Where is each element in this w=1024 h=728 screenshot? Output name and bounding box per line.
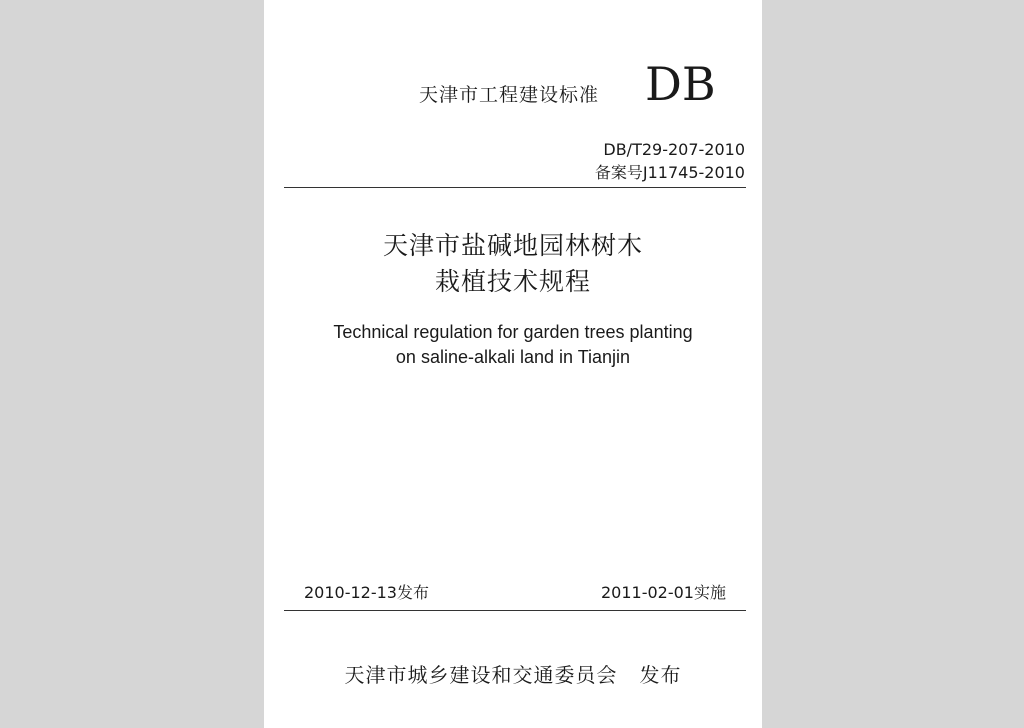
english-title [264, 320, 762, 370]
standard-number: DB/T29-207-2010 [603, 140, 745, 159]
publisher-action: 发布 [639, 663, 682, 687]
publisher-line [264, 659, 762, 688]
bottom-divider [284, 610, 746, 611]
chinese-title [264, 228, 762, 300]
chinese-title-line-2: 栽植技术规程 [434, 267, 591, 296]
english-title-line-1: Technical regulation for garden trees planting [333, 322, 693, 342]
code-block [595, 138, 745, 184]
publisher-name: 天津市城乡建设和交通委员会 [344, 663, 618, 687]
english-title-line-2: on saline-alkali land in Tianjin [395, 347, 631, 367]
standard-category: 天津市工程建设标准 [419, 84, 600, 106]
document-cover [264, 0, 762, 728]
top-divider [284, 187, 746, 188]
chinese-title-line-1: 天津市盐碱地园林树木 [382, 231, 643, 260]
cover-header [264, 58, 762, 118]
issue-date: 2010-12-13发布 [304, 583, 429, 602]
effective-date: 2011-02-01实施 [601, 583, 726, 602]
db-mark: DB [645, 57, 716, 111]
record-number: 备案号J11745-2010 [594, 163, 745, 182]
